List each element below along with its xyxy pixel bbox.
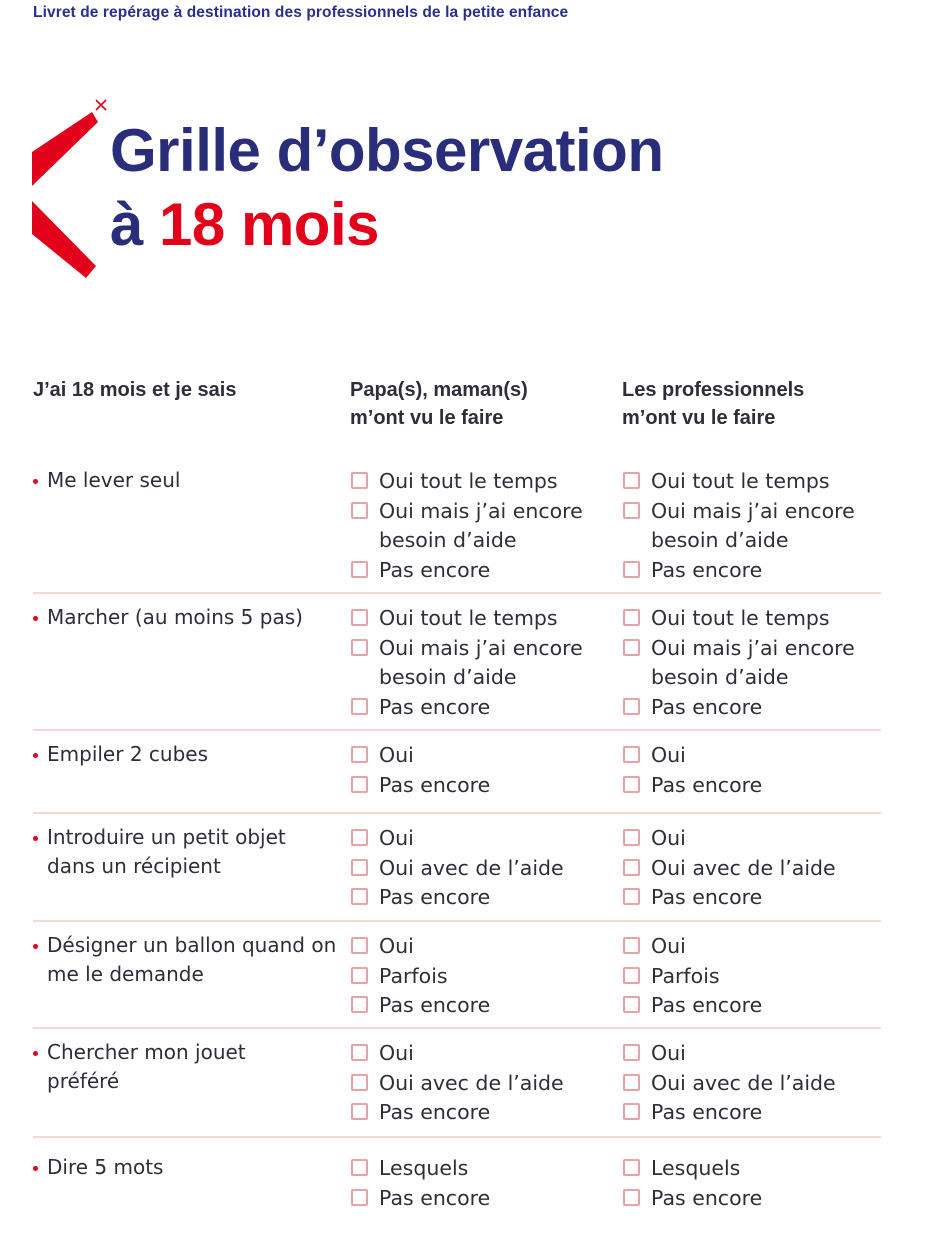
checkbox-square-icon[interactable]: [351, 1044, 368, 1061]
checkbox-square-icon[interactable]: [351, 1103, 368, 1120]
checkbox-square-icon[interactable]: [623, 639, 640, 656]
column-header-skill: J’ai 18 mois et je sais: [33, 379, 237, 401]
checkbox-square-icon[interactable]: [351, 639, 368, 656]
bullet-dot-icon: [33, 1166, 38, 1171]
checkbox-label: Oui: [651, 743, 686, 767]
skill-label: Désigner un ballon quand on me le demande: [47, 933, 337, 986]
checkbox-option[interactable]: [350, 1184, 620, 1214]
checkbox-label: Oui: [379, 1041, 414, 1065]
checkbox-option[interactable]: [350, 741, 620, 771]
checkbox-label: Pas encore: [651, 993, 763, 1017]
pros-options: [622, 1039, 892, 1128]
checkbox-option[interactable]: [622, 467, 892, 497]
checkbox-label: Oui mais j’ai encore besoin d’aide: [651, 498, 855, 552]
checkbox-square-icon[interactable]: [623, 967, 640, 984]
checkbox-square-icon[interactable]: [623, 1103, 640, 1120]
checkbox-square-icon[interactable]: [623, 776, 640, 793]
checkbox-label: Oui tout le temps: [651, 469, 830, 493]
checkbox-option[interactable]: [350, 883, 620, 913]
skill-label: Chercher mon jouet préféré: [47, 1040, 246, 1093]
checkbox-label: Parfois: [651, 963, 720, 988]
checkbox-option[interactable]: [350, 771, 620, 801]
checkbox-label: Oui mais j’ai encore besoin d’aide: [651, 635, 855, 689]
checkbox-option[interactable]: [622, 991, 892, 1021]
checkbox-square-icon[interactable]: [351, 746, 368, 763]
checkbox-square-icon[interactable]: [623, 859, 640, 876]
skill-label: Introduire un petit objet dans un récipient: [47, 825, 286, 878]
checkbox-square-icon[interactable]: [623, 561, 640, 578]
parents-options: [350, 1154, 620, 1213]
column-header-professionals: [622, 376, 804, 432]
checkbox-square-icon[interactable]: [351, 1159, 368, 1176]
checkbox-option[interactable]: [622, 1069, 892, 1099]
checkbox-square-icon[interactable]: [623, 609, 640, 626]
checkbox-label: Oui avec de l’aide: [651, 1070, 836, 1095]
parents-options: [350, 1039, 620, 1128]
checkbox-label: Oui: [379, 826, 414, 850]
pros-options: [622, 932, 892, 1021]
checkbox-label: Oui: [651, 934, 686, 958]
checkbox-label: Oui tout le temps: [379, 606, 558, 630]
column-header-professionals-line1: Les professionnels: [622, 379, 805, 401]
checkbox-option[interactable]: [622, 962, 892, 992]
checkbox-label: Pas encore: [651, 557, 763, 582]
checkbox-square-icon[interactable]: [623, 1074, 640, 1091]
chevron-logo-icon: [30, 94, 115, 284]
checkbox-option[interactable]: [350, 824, 620, 854]
checkbox-option[interactable]: [622, 1154, 892, 1184]
checkbox-option[interactable]: [622, 604, 892, 634]
pros-options: [622, 467, 892, 585]
checkbox-square-icon[interactable]: [351, 1074, 368, 1091]
checkbox-label: Oui: [379, 743, 414, 767]
parents-options: [350, 467, 620, 585]
checkbox-square-icon[interactable]: [351, 996, 368, 1013]
checkbox-label: Pas encore: [379, 694, 491, 719]
checkbox-label: Lesquels: [651, 1156, 741, 1180]
checkbox-label: Pas encore: [379, 1100, 491, 1124]
row-divider: [33, 1136, 881, 1138]
checkbox-option[interactable]: [350, 932, 620, 962]
parents-options: [350, 932, 620, 1021]
checkbox-option[interactable]: [350, 556, 620, 586]
checkbox-label: Oui: [651, 826, 686, 850]
checkbox-square-icon[interactable]: [351, 888, 368, 905]
title-age-accent: 18 mois: [159, 191, 379, 258]
checkbox-option[interactable]: [350, 693, 620, 723]
parents-options: [350, 824, 620, 913]
checkbox-square-icon[interactable]: [351, 502, 368, 519]
column-header-parents-line1: Papa(s), maman(s): [350, 379, 528, 401]
document-header-note: Livret de repérage à destination des professionnels de la petite enfance: [33, 4, 569, 21]
checkbox-option[interactable]: [350, 604, 620, 634]
checkbox-option[interactable]: [350, 1154, 620, 1184]
checkbox-square-icon[interactable]: [351, 609, 368, 626]
pros-options: [622, 741, 892, 800]
checkbox-square-icon[interactable]: [351, 698, 368, 715]
page-title: [110, 114, 663, 262]
checkbox-option[interactable]: [622, 634, 892, 693]
checkbox-option[interactable]: [622, 1039, 892, 1069]
checkbox-option[interactable]: [350, 467, 620, 497]
title-prefix: à: [110, 191, 143, 258]
checkbox-label: Pas encore: [651, 1185, 763, 1210]
checkbox-label: Pas encore: [379, 885, 491, 909]
row-divider: [33, 729, 881, 731]
checkbox-square-icon[interactable]: [623, 1159, 640, 1176]
checkbox-label: Parfois: [379, 963, 448, 988]
checkbox-option[interactable]: [350, 497, 620, 556]
checkbox-label: Pas encore: [379, 1185, 491, 1210]
checkbox-square-icon[interactable]: [623, 829, 640, 846]
checkbox-option[interactable]: [622, 771, 892, 801]
checkbox-square-icon[interactable]: [623, 1044, 640, 1061]
checkbox-option[interactable]: [622, 883, 892, 913]
checkbox-square-icon[interactable]: [351, 859, 368, 876]
skill-label: Empiler 2 cubes: [47, 742, 208, 766]
checkbox-square-icon[interactable]: [351, 776, 368, 793]
checkbox-square-icon[interactable]: [351, 967, 368, 984]
column-header-parents: [350, 376, 528, 432]
checkbox-label: Pas encore: [651, 694, 763, 719]
checkbox-label: Pas encore: [651, 772, 763, 797]
checkbox-square-icon[interactable]: [351, 829, 368, 846]
checkbox-option[interactable]: [350, 1039, 620, 1069]
checkbox-square-icon[interactable]: [351, 561, 368, 578]
checkbox-label: Pas encore: [379, 772, 491, 797]
skill-label: Dire 5 mots: [47, 1155, 164, 1179]
checkbox-square-icon[interactable]: [623, 746, 640, 763]
checkbox-square-icon[interactable]: [623, 937, 640, 954]
bullet-dot-icon: [33, 1051, 38, 1056]
checkbox-label: Pas encore: [651, 1100, 763, 1124]
checkbox-square-icon[interactable]: [351, 937, 368, 954]
checkbox-square-icon[interactable]: [623, 502, 640, 519]
parents-options: [350, 741, 620, 800]
title-line-2: [110, 188, 663, 262]
bullet-dot-icon: [33, 836, 38, 841]
checkbox-option[interactable]: [350, 1098, 620, 1128]
checkbox-option[interactable]: [622, 854, 892, 884]
checkbox-option[interactable]: [350, 1069, 620, 1099]
checkbox-label: Lesquels: [379, 1156, 469, 1180]
checkbox-square-icon[interactable]: [623, 472, 640, 489]
checkbox-option[interactable]: [622, 556, 892, 586]
checkbox-option[interactable]: [622, 932, 892, 962]
checkbox-option[interactable]: [622, 497, 892, 556]
checkbox-option[interactable]: [350, 962, 620, 992]
column-header-professionals-line2: m’ont vu le faire: [622, 407, 776, 429]
checkbox-option[interactable]: [350, 854, 620, 884]
row-divider: [33, 920, 881, 922]
checkbox-option[interactable]: [350, 634, 620, 693]
title-line-1: Grille d’observation: [110, 117, 664, 184]
checkbox-option[interactable]: [622, 1098, 892, 1128]
checkbox-square-icon[interactable]: [623, 996, 640, 1013]
bullet-dot-icon: [33, 616, 38, 621]
checkbox-label: Oui mais j’ai encore besoin d’aide: [379, 498, 583, 552]
checkbox-option[interactable]: [622, 824, 892, 854]
checkbox-option[interactable]: [350, 991, 620, 1021]
checkbox-label: Oui tout le temps: [651, 606, 830, 630]
bullet-dot-icon: [33, 753, 38, 758]
pros-options: [622, 1154, 892, 1213]
checkbox-square-icon[interactable]: [623, 698, 640, 715]
checkbox-square-icon[interactable]: [623, 1189, 640, 1206]
checkbox-label: Oui avec de l’aide: [651, 855, 836, 880]
checkbox-label: Oui avec de l’aide: [379, 855, 564, 880]
checkbox-label: Pas encore: [379, 557, 491, 582]
checkbox-label: Oui mais j’ai encore besoin d’aide: [379, 635, 583, 689]
checkbox-square-icon[interactable]: [623, 888, 640, 905]
row-divider: [33, 812, 881, 814]
checkbox-label: Oui: [651, 1041, 686, 1065]
column-header-parents-line2: m’ont vu le faire: [350, 407, 504, 429]
parents-options: [350, 604, 620, 722]
row-divider: [33, 1027, 881, 1029]
checkbox-label: Oui tout le temps: [379, 469, 558, 493]
row-divider: [33, 592, 881, 594]
pros-options: [622, 824, 892, 913]
bullet-dot-icon: [33, 944, 38, 949]
bullet-dot-icon: [33, 479, 38, 484]
checkbox-square-icon[interactable]: [351, 1189, 368, 1206]
skill-label: Me lever seul: [47, 468, 181, 492]
skill-label: Marcher (au moins 5 pas): [47, 605, 303, 629]
checkbox-option[interactable]: [622, 1184, 892, 1214]
checkbox-label: Pas encore: [379, 993, 491, 1017]
checkbox-label: Oui: [379, 934, 414, 958]
checkbox-label: Pas encore: [651, 885, 763, 909]
checkbox-option[interactable]: [622, 693, 892, 723]
checkbox-option[interactable]: [622, 741, 892, 771]
checkbox-label: Oui avec de l’aide: [379, 1070, 564, 1095]
checkbox-square-icon[interactable]: [351, 472, 368, 489]
pros-options: [622, 604, 892, 722]
